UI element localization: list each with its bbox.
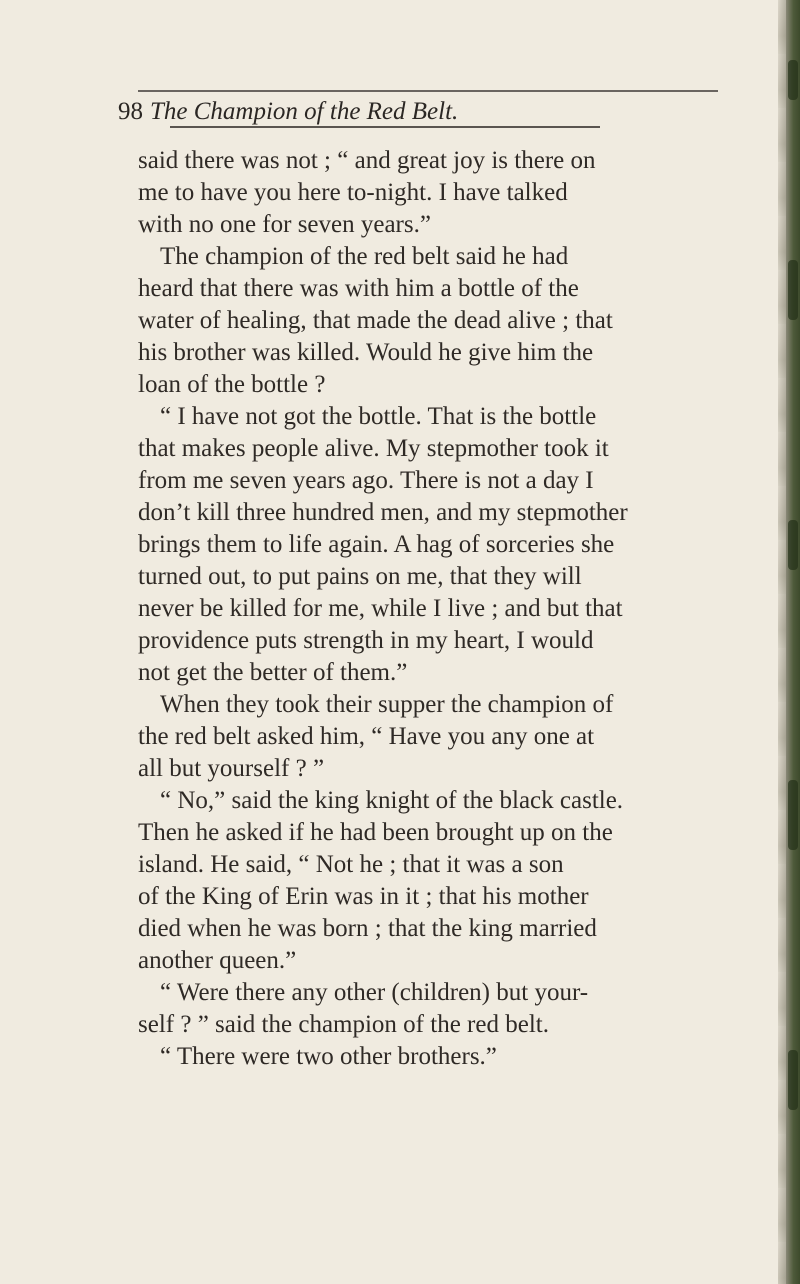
text-line: another queen.”	[138, 947, 297, 974]
text-line: me to have you here to-night. I have talked	[138, 179, 568, 206]
edge-stain	[788, 1050, 798, 1110]
text-line: The champion of the red belt said he had	[160, 243, 569, 270]
edge-stain	[788, 60, 798, 100]
text-line: died when he was born ; that the king married	[138, 915, 597, 942]
text-line: “ I have not got the bottle. That is the bottle	[160, 403, 597, 430]
text-line: that makes people alive. My stepmother took it	[138, 435, 609, 462]
text-line: said there was not ; “ and great joy is there on	[138, 147, 596, 174]
text-line: not get the better of them.”	[138, 659, 408, 686]
page-number: 98	[118, 98, 143, 125]
text-line: island. He said, “ Not he ; that it was a son	[138, 851, 564, 878]
text-line: heard that there was with him a bottle of the	[138, 275, 579, 302]
text-line: from me seven years ago. There is not a day I	[138, 467, 594, 494]
text-line: his brother was killed. Would he give him the	[138, 339, 594, 366]
text-line: “ No,” said the king knight of the black castle.	[160, 787, 624, 814]
header-rule	[170, 126, 600, 128]
text-line: of the King of Erin was in it ; that his mother	[138, 883, 589, 910]
text-line: “ Were there any other (children) but your-	[160, 979, 589, 1006]
text-line: self ? ” said the champion of the red belt.	[138, 1011, 549, 1038]
text-line: water of healing, that made the dead alive ; that	[138, 307, 613, 334]
text-line: the red belt asked him, “ Have you any one at	[138, 723, 595, 750]
text-line: providence puts strength in my heart, I would	[138, 627, 594, 654]
page-edge	[778, 0, 800, 1284]
text-line: don’t kill three hundred men, and my stepmother	[138, 499, 628, 526]
edge-stain	[788, 520, 798, 570]
text-line: Then he asked if he had been brought up on the	[138, 819, 613, 846]
text-line: with no one for seven years.”	[138, 211, 431, 238]
text-line: turned out, to put pains on me, that they will	[138, 563, 582, 590]
text-line: never be killed for me, while I live ; and but that	[138, 595, 623, 622]
text-line: all but yourself ? ”	[138, 755, 325, 782]
running-title: The Champion of the Red Belt.	[150, 98, 459, 125]
page-header	[118, 98, 708, 138]
edge-stain	[788, 780, 798, 850]
text-line: “ There were two other brothers.”	[160, 1043, 497, 1070]
text-line: brings them to life again. A hag of sorceries she	[138, 531, 615, 558]
top-rule	[138, 90, 718, 92]
text-line: When they took their supper the champion of	[160, 691, 614, 718]
edge-stain	[788, 260, 798, 320]
text-line: loan of the bottle ?	[138, 371, 326, 398]
